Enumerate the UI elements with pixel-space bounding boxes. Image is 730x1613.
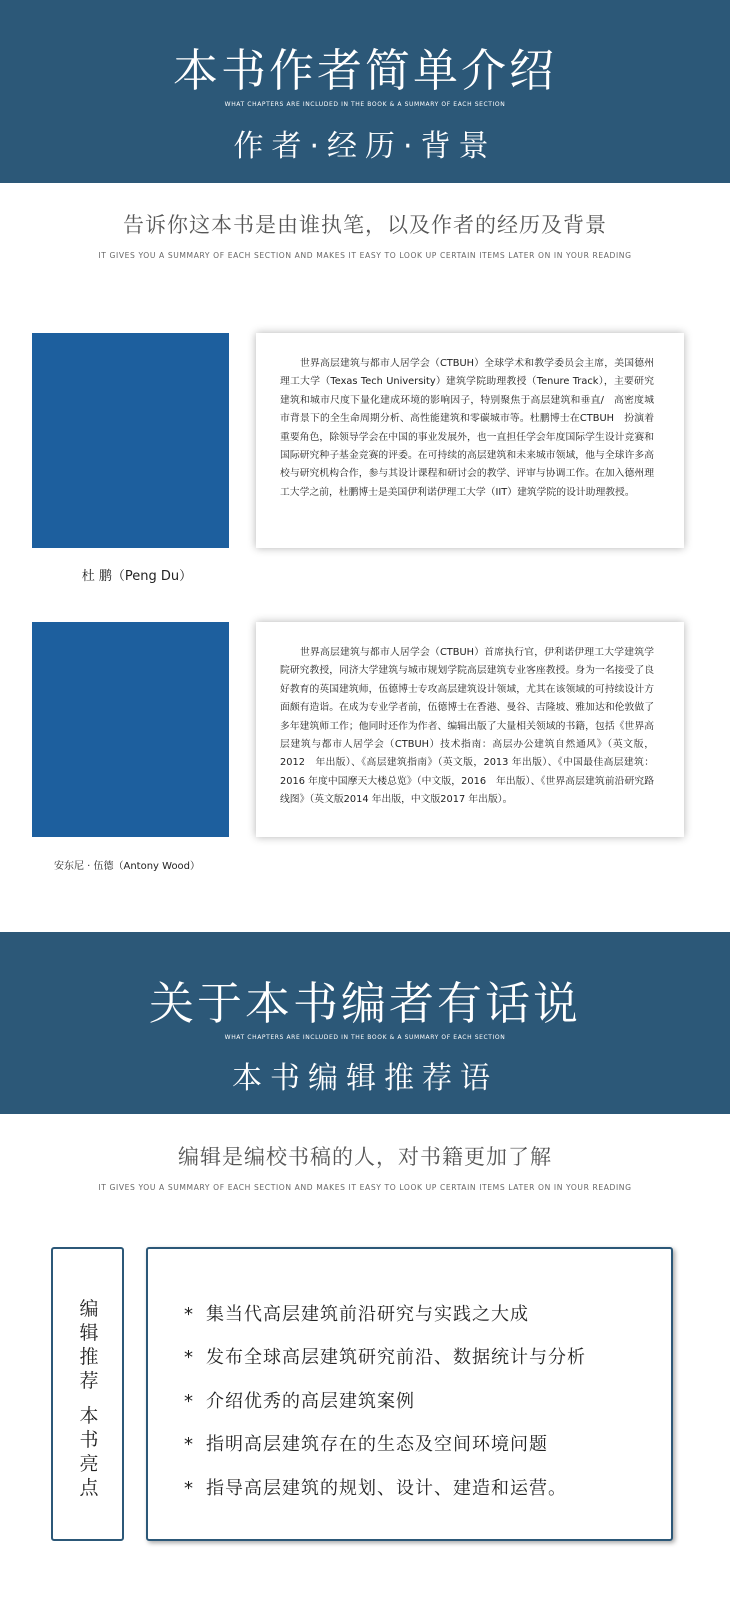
author-tagline-en: IT GIVES YOU A SUMMARY OF EACH SECTION AND MAKES IT EASY TO LOOK UP CERTAIN ITEMS LATER ON IN YOUR READING (98, 251, 632, 260)
recommend-main-box (146, 1247, 673, 1541)
editor-tagline: 编辑是编校书稿的人，对书籍更加了解 (178, 1145, 552, 1169)
author-photo-1 (32, 333, 229, 548)
author-section-en: WHAT CHAPTERS ARE INCLUDED IN THE BOOK & A SUMMARY OF EACH SECTION (224, 101, 506, 108)
editor-section-en: WHAT CHAPTERS ARE INCLUDED IN THE BOOK & A SUMMARY OF EACH SECTION (224, 1034, 506, 1041)
recommend-point (184, 1387, 415, 1413)
recommend-side-box (51, 1247, 124, 1541)
recommend-point (184, 1300, 529, 1326)
point-text: 指明高层建筑存在的生态及空间环境问题 (206, 1434, 548, 1455)
recommend-point (184, 1343, 586, 1369)
point-text: 指导高层建筑的规划、设计、建造和运营。 (206, 1478, 567, 1499)
editor-section-title: 关于本书编者有话说 (148, 977, 581, 1030)
side-col-right: 编辑推荐 (79, 1298, 99, 1392)
bullet-star: * (184, 1391, 194, 1412)
point-text: 介绍优秀的高层建筑案例 (206, 1391, 415, 1412)
author-section-subtitle: 作者·经历·背景 (233, 129, 497, 164)
author-section-title: 本书作者简单介绍 (172, 44, 557, 97)
bullet-star: * (184, 1478, 194, 1499)
bullet-star: * (184, 1434, 194, 1455)
author-photo-2 (32, 622, 229, 837)
author-name-1: 杜 鹏（Peng Du） (81, 569, 193, 584)
editor-header-band (0, 932, 730, 1114)
author-bio-card-2 (256, 622, 684, 837)
recommend-point (184, 1474, 567, 1500)
author-bio-card-1 (256, 333, 684, 548)
editor-section-subtitle: 本书编辑推荐语 (232, 1061, 498, 1096)
author-bio-2: 世界高层建筑与都市人居学会（CTBUH）首席执行官，伊利诺伊理工大学建筑学院研究教授，同济大学建筑与城市规划学院高层建筑专业客座教授。身为一名接受了良好教育的英国建筑师，伍德博士专攻高层建筑设计领域，尤其在该领域的可持续设计方面颇有造诣。在成为专业学者前，伍德博士在香港、曼谷、吉隆坡、雅加达和伦敦做了多年建筑师工作；他同时还作为作者、编辑出版了大量相关领域的书籍，包括《世界高层建筑与都市人居学会（CTBUH）技术指南：高层办公建筑自然通风》（英文版，2012 年出版）、《高层建筑指南》（英文版，2013 年出版）、《中国最佳高层建筑：2016 年度中国摩天大楼总览》（中文版，2016 年出版）、《世界高层建筑前沿研究路线图》（英文版2014 年出版，中文版2017 年出版）。 (280, 647, 654, 806)
author-header-band (0, 0, 730, 183)
author-tagline: 告诉你这本书是由谁执笔，以及作者的经历及背景 (123, 213, 607, 237)
editor-tagline-en: IT GIVES YOU A SUMMARY OF EACH SECTION AND MAKES IT EASY TO LOOK UP CERTAIN ITEMS LATER ON IN YOUR READING (98, 1183, 632, 1192)
point-text: 发布全球高层建筑研究前沿、数据统计与分析 (206, 1347, 586, 1368)
side-col-left: 本书亮点 (79, 1405, 99, 1499)
author-bio-1: 世界高层建筑与都市人居学会（CTBUH）全球学术和教学委员会主席，美国德州理工大学（Texas Tech University）建筑学院助理教授（Tenure Track），主要研究建筑和城市尺度下量化建成环境的影响因子，特别聚焦于高层建筑和垂直/ 高密度城市背景下的全生命周期分析、高性能建筑和零碳城市等。杜鹏博士在CTBUH 扮演着重要角色，除领导学会在中国的事业发展外，也一直担任学会年度国际学生设计竞赛和国际研究种子基金竞赛的评委。在可持续的高层建筑和未来城市领域，他与全球许多高校与研究机构合作，参与其设计课程和研讨会的教学、评审与协调工作。在加入德州理工大学之前，杜鹏博士是美国伊利诺伊理工大学（IIT）建筑学院的设计助理教授。 (280, 358, 654, 498)
bullet-star: * (184, 1347, 194, 1368)
point-text: 集当代高层建筑前沿研究与实践之大成 (206, 1304, 529, 1325)
bullet-star: * (184, 1304, 194, 1325)
author-name-2: 安东尼 · 伍德（Antony Wood） (53, 861, 201, 872)
recommend-point (184, 1430, 548, 1456)
